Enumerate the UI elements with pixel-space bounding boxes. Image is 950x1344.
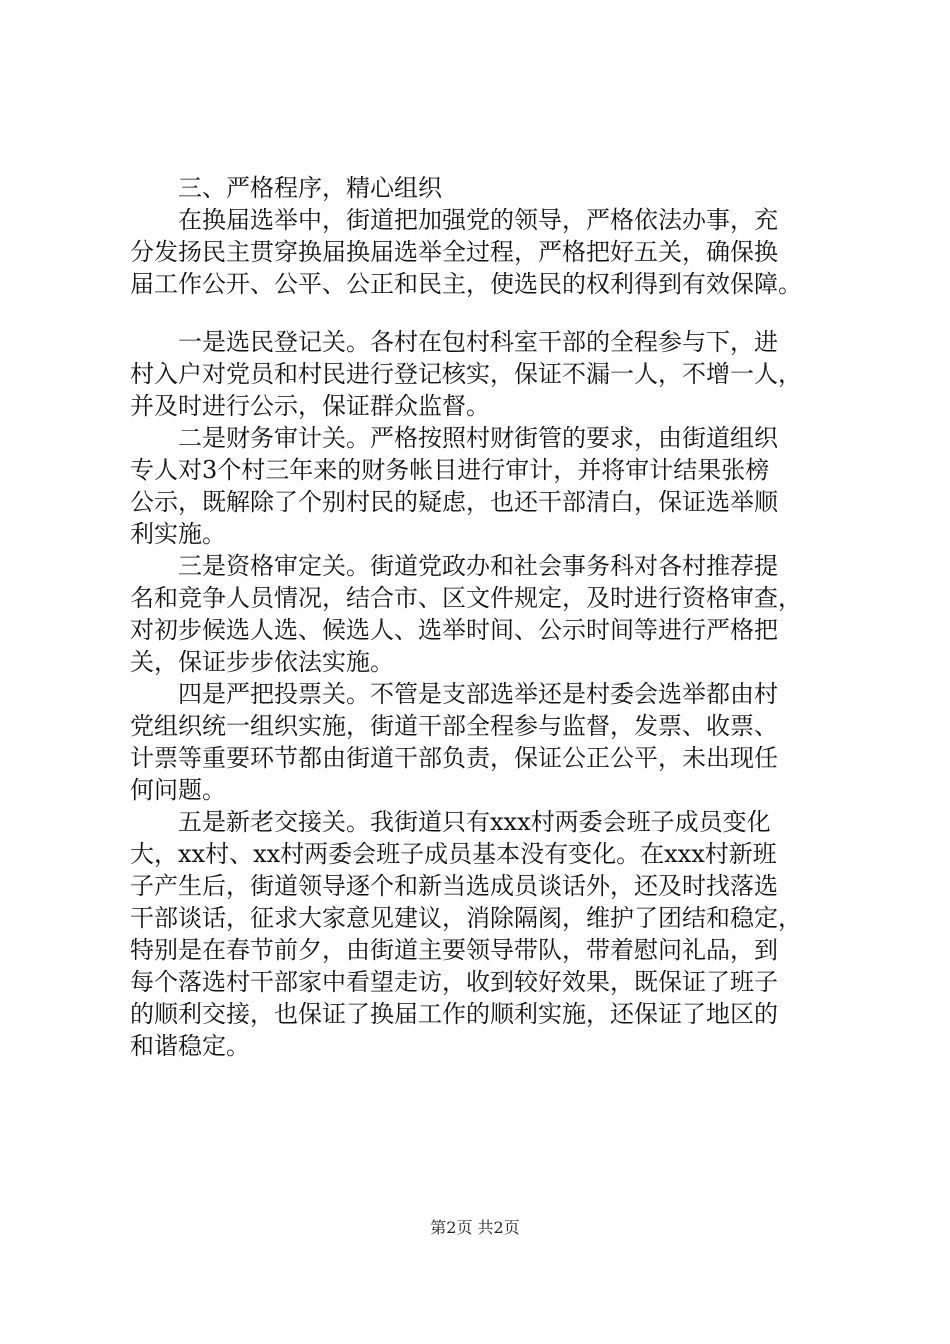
paragraph-line: 并及时进行公示，保证群众监督。	[130, 392, 490, 420]
paragraph-line: 关，保证步步依法实施。	[130, 648, 394, 676]
paragraph-line: 每个落选村干部家中看望走访，收到较好效果，既保证了班子	[130, 968, 778, 996]
paragraph-line: 何问题。	[130, 776, 226, 804]
paragraph-line: 在换届选举中，街道把加强党的领导，严格依法办事，充	[130, 206, 778, 234]
paragraph-line: 计票等重要环节都由街道干部负责，保证公正公平，未出现任	[130, 744, 778, 772]
paragraph-line: 和谐稳定。	[130, 1032, 250, 1060]
paragraph-line: 二是财务审计关。严格按照村财街管的要求，由街道组织	[130, 424, 778, 452]
paragraph-line: 四是严把投票关。不管是支部选举还是村委会选举都由村	[130, 680, 778, 708]
paragraph-line: 特别是在春节前夕，由街道主要领导带队，带着慰问礼品，到	[130, 936, 778, 964]
section-heading: 三、严格程序，精心组织	[130, 174, 442, 202]
paragraph-line: 利实施。	[130, 520, 226, 548]
paragraph-line: 公示，既解除了个别村民的疑虑，也还干部清白，保证选举顺	[130, 488, 778, 516]
paragraph-line: 一是选民登记关。各村在包村科室干部的全程参与下，进	[130, 328, 778, 356]
paragraph-line: 届工作公开、公平、公正和民主，使选民的权利得到有效保障。	[130, 270, 802, 298]
paragraph-line: 三是资格审定关。街道党政办和社会事务科对各村推荐提	[130, 552, 778, 580]
paragraph-line: 干部谈话，征求大家意见建议，消除隔阂，维护了团结和稳定，	[130, 904, 802, 932]
paragraph-line: 对初步候选人选、候选人、选举时间、公示时间等进行严格把	[130, 616, 778, 644]
paragraph-line: 五是新老交接关。我街道只有xxx村两委会班子成员变化	[130, 808, 771, 836]
paragraph-line: 名和竞争人员情况，结合市、区文件规定，及时进行资格审查，	[130, 584, 802, 612]
paragraph-line: 党组织统一组织实施，街道干部全程参与监督，发票、收票、	[130, 712, 778, 740]
paragraph-line: 村入户对党员和村民进行登记核实，保证不漏一人，不增一人，	[130, 360, 802, 388]
page-number-footer: 第2页 共2页	[430, 1218, 520, 1237]
paragraph-line: 的顺利交接，也保证了换届工作的顺利实施，还保证了地区的	[130, 1000, 778, 1028]
paragraph-line: 大，xx村、xx村两委会班子成员基本没有变化。在xxx村新班	[130, 840, 777, 868]
paragraph-line: 分发扬民主贯穿换届换届选举全过程，严格把好五关，确保换	[130, 238, 778, 266]
paragraph-line: 子产生后，街道领导逐个和新当选成员谈话外，还及时找落选	[130, 872, 778, 900]
paragraph-line: 专人对3个村三年来的财务帐目进行审计，并将审计结果张榜	[130, 456, 770, 484]
